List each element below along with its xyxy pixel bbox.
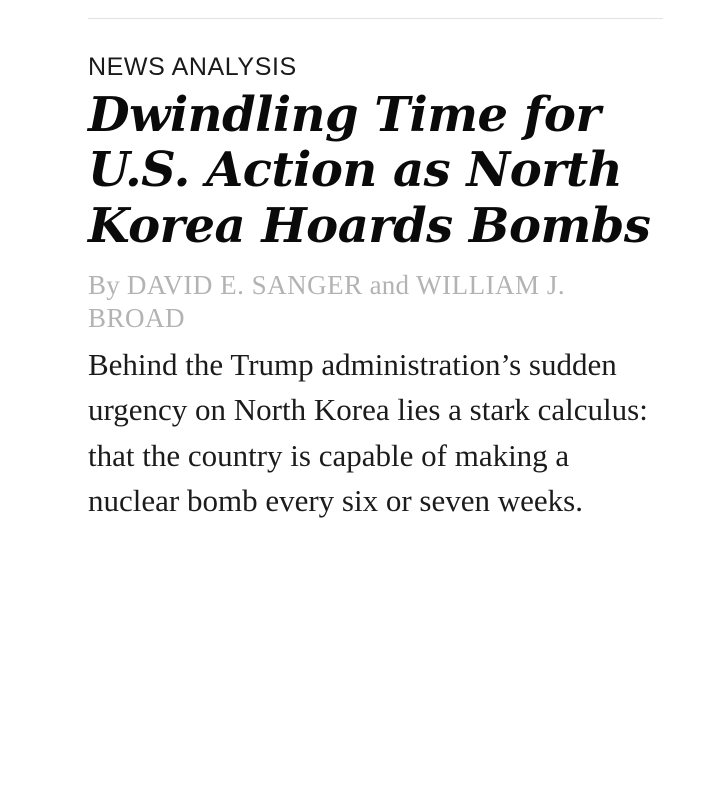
- top-divider: [88, 18, 663, 19]
- article-kicker: NEWS ANALYSIS: [88, 53, 297, 81]
- byline-connector: and: [362, 269, 417, 300]
- byline-author-one[interactable]: DAVID E. SANGER: [126, 269, 363, 300]
- byline-author-two[interactable]: WILLIAM J. BROAD: [88, 269, 566, 334]
- article-summary: Behind the Trump administration’s sudden urgency on North Korea lies a stark calculus: that the country is capable of making a nuclear bomb every six or seven weeks.: [88, 347, 648, 518]
- article-byline: [88, 269, 668, 337]
- article-container: [88, 54, 668, 523]
- article-headline: Dwindling Time for U.S. Action as North Korea Hoards Bombs: [88, 86, 651, 254]
- byline-prefix: By: [88, 269, 127, 300]
